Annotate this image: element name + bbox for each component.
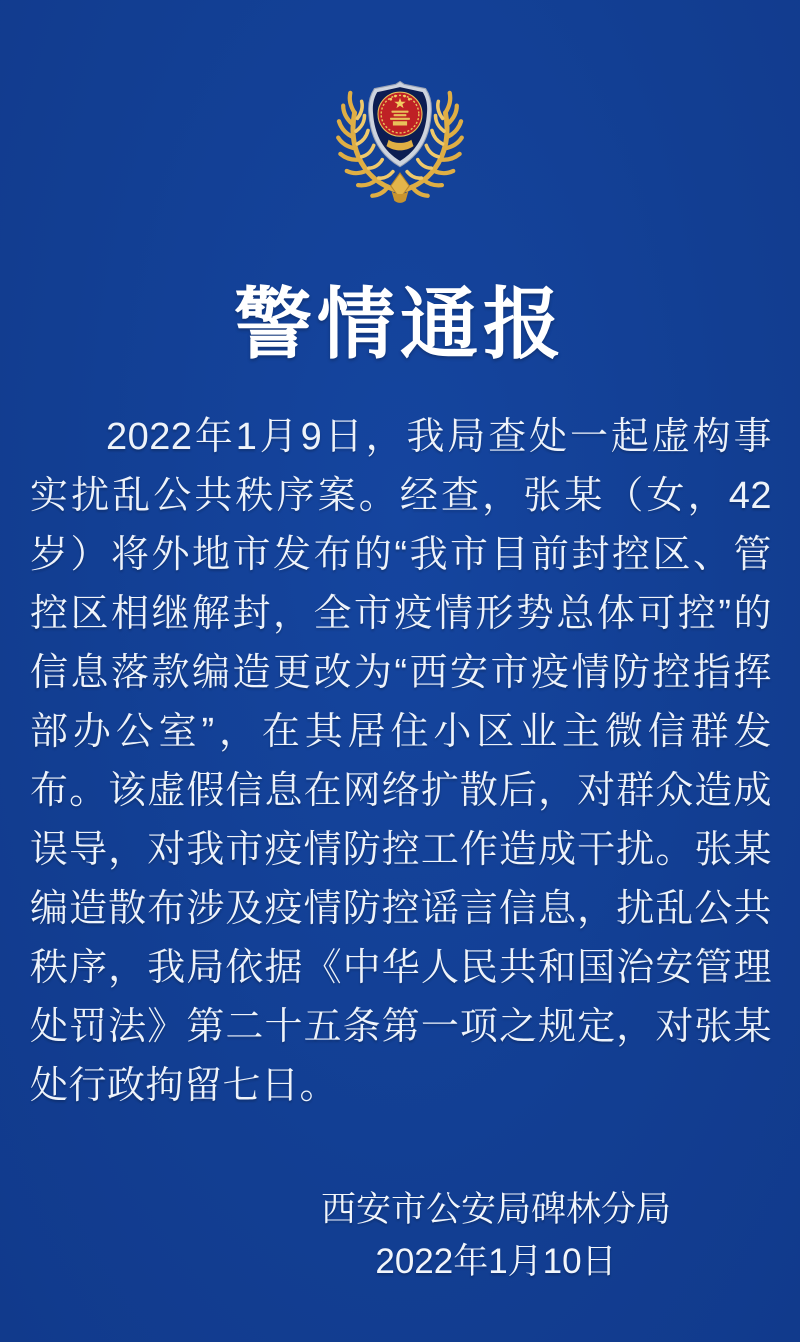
notice-line: 实扰乱公共秩序案。经查，张某（女，42 <box>30 475 772 517</box>
notice-body <box>30 408 772 1116</box>
issuing-agency: 西安市公安局碑林分局 <box>320 1190 671 1229</box>
notice-line: 信息落款编造更改为“西安市疫情防控指挥 <box>30 652 772 694</box>
notice-line: 误导，对我市疫情防控工作造成干扰。张某 <box>30 829 772 871</box>
notice-line: 编造散布涉及疫情防控谣言信息，扰乱公共 <box>30 888 772 930</box>
notice-line: 布。该虚假信息在网络扩散后，对群众造成 <box>30 770 772 812</box>
notice-line: 秩序，我局依据《中华人民共和国治安管理 <box>30 947 772 989</box>
notice-line: 岁）将外地市发布的“我市目前封控区、管 <box>30 534 772 576</box>
police-badge-icon <box>329 70 471 208</box>
issue-date: 2022年1月10日 <box>375 1242 617 1281</box>
notice-line: 处罚法》第二十五条第一项之规定，对张某 <box>30 1006 772 1048</box>
notice-line: 处行政拘留七日。 <box>30 1065 339 1107</box>
notice-line: 部办公室”，在其居住小区业主微信群发 <box>30 711 772 753</box>
notice-line: 2022年1月9日，我局查处一起虚构事 <box>106 416 772 458</box>
notice-line: 控区相继解封，全市疫情形势总体可控”的 <box>30 593 772 635</box>
notice-title: 警情通报 <box>233 280 566 368</box>
signature-block <box>318 1184 674 1288</box>
